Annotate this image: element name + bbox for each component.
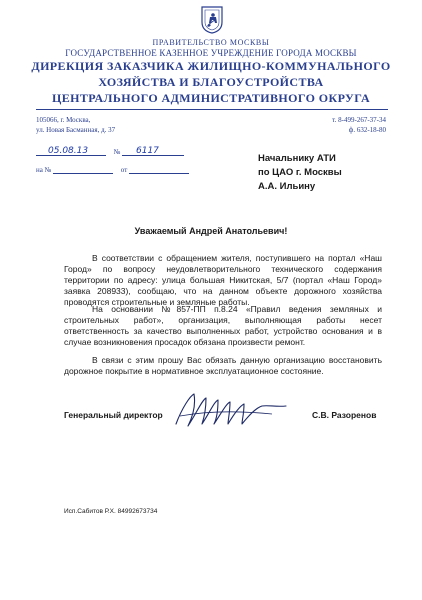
addressee-block [258,152,342,194]
in-reply-label: на № [36,166,52,174]
handwritten-signature [172,388,292,432]
institution-name: ГОСУДАРСТВЕННОЕ КАЗЕННОЕ УЧРЕЖДЕНИЕ ГОРОДА МОСКВЫ [65,48,357,58]
signer-role: Генеральный директор [64,410,163,420]
salutation: Уважаемый Андрей Анатольевич! [134,226,288,236]
contact-phones [332,116,386,135]
directorate-line-3: ЦЕНТРАЛЬНОГО АДМИНИСТРАТИВНОГО ОКРУГА [51,91,371,105]
addressee-line-2: по ЦАО г. Москвы [258,167,342,178]
directorate-line-2: ХОЗЯЙСТВА И БЛАГОУСТРОЙСТВА [98,75,324,89]
fax-number: ф. 632-18-80 [348,125,386,134]
letter-paragraph-2: На основании №857-ПП п.8.24 «Правил ведения земляных и строительных работ», организация, выполняющая работы несет ответственность за качество выполненных работ, устройство основания и в случае возникновения просадок обязана произвести ремонт. [64,304,382,347]
addressee-line-1: Начальнику АТИ [258,153,336,164]
in-reply-registration [36,166,189,174]
reply-number-line [53,173,113,174]
moscow-coat-of-arms-icon [201,6,223,34]
header-divider [36,109,388,110]
number-sign: № [113,148,121,156]
government-name: ПРАВИТЕЛЬСТВО МОСКВЫ [152,38,270,47]
postal-address [36,116,115,135]
phone-number: т. 8-499-267-37-34 [332,116,386,124]
outgoing-registration [36,148,184,156]
address-line-1: 105066, г. Москва, [36,116,91,124]
letter-paragraph-1: В соответствии с обращением жителя, поступившего на портал «Наш Город» по вопросу неудовлетворительного технического содержания территории по адресу: улица большая Никитская, 5/7 (портал «Наш Город» заявка 208933), сообщаю, что на данном объекте дорожного хозяйства проводятся строительные и земляные работы. [64,253,382,307]
reply-date-line [129,173,189,174]
directorate-line-1: ДИРЕКЦИЯ ЗАКАЗЧИКА ЖИЛИЩНО-КОММУНАЛЬНОГО [31,59,391,73]
letter-paragraph-3: В связи с этим прошу Вас обязать данную организацию восстановить дорожное покрытие в нормативное эксплуатационное состояние. [64,355,382,376]
address-line-2: ул. Новая Басманная, д. 37 [36,125,116,134]
registration-number: 6117 [136,146,159,156]
executor-info: Исп.Сабитов Р.Х. 84992673734 [64,508,158,515]
signer-name: С.В. Разоренов [312,410,377,420]
registration-date: 05.08.13 [48,146,89,156]
addressee-line-3: А.А. Ильину [258,181,316,192]
from-label: от [120,166,128,174]
